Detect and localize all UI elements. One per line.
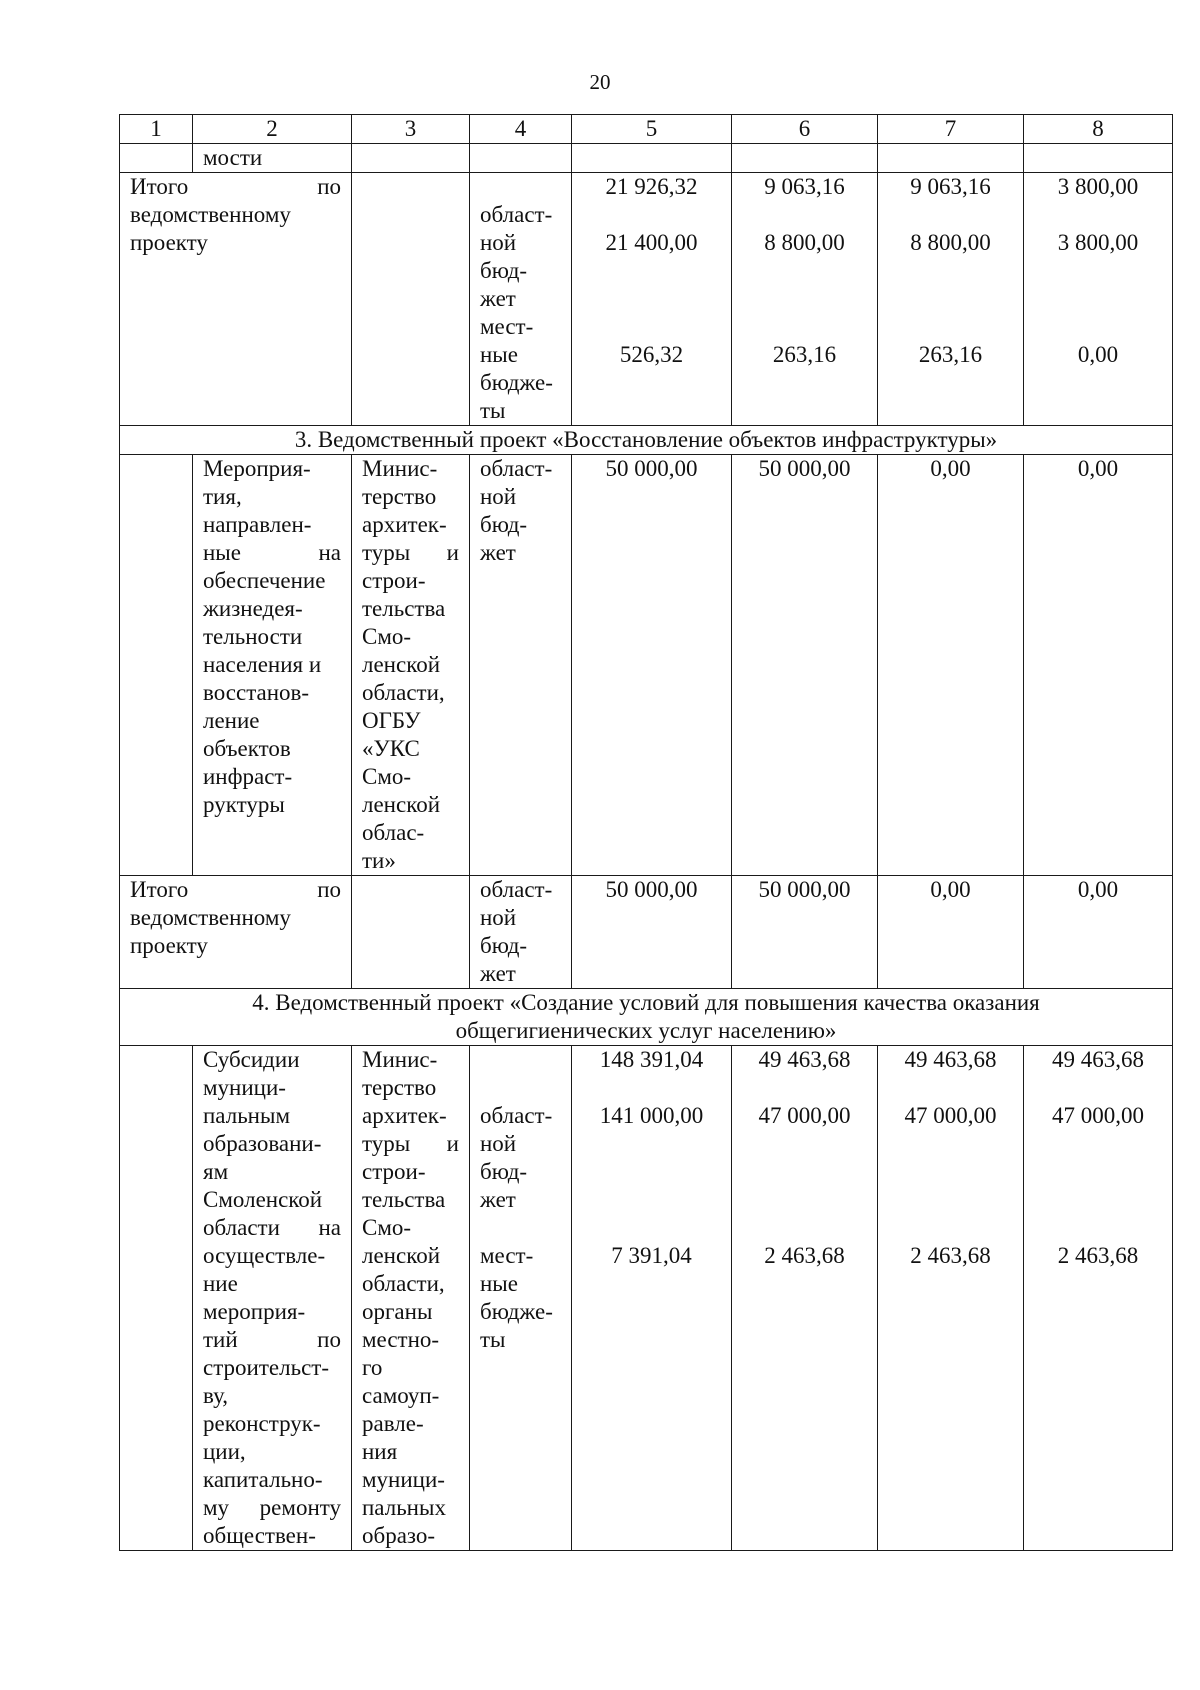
total-label: Итого по ведомственному проекту (120, 876, 352, 989)
measure-executor: Минис- терство архитек- туры и строи- тельства Смо- ленской области, ОГБУ «УКС Смо- ленской облас- ти» (352, 455, 470, 876)
section-4-title: 4. Ведомственный проект «Создание условий для повышения качества оказания общегигиенических услуг населению» (120, 989, 1173, 1046)
value-col-6: 9 063,16 8 800,00 263,16 (732, 173, 878, 426)
value-col-6: 50 000,00 (732, 455, 878, 876)
header-col-3: 3 (352, 115, 470, 144)
value-col-5: 148 391,04 141 000,00 7 391,04 (572, 1046, 732, 1551)
value-col-7: 49 463,68 47 000,00 2 463,68 (878, 1046, 1024, 1551)
continuation-row (120, 144, 1173, 173)
total-label: Итого по ведомственному проекту (120, 173, 352, 426)
value-col-5: 50 000,00 (572, 876, 732, 989)
section-4-measure-row (120, 1046, 1173, 1551)
measure-description: Субсидии муници- пальным образовани- ям Смоленской области на осуществле- ние мероприя- тий по строительст- ву, реконструк- ции, капитально- му ремонту обществен- (193, 1046, 352, 1551)
value-col-8: 0,00 (1024, 455, 1173, 876)
value-col-7: 9 063,16 8 800,00 263,16 (878, 173, 1024, 426)
budget-table (119, 114, 1173, 1551)
header-col-6: 6 (732, 115, 878, 144)
section-3-heading-row (120, 426, 1173, 455)
page-number: 20 (589, 70, 611, 94)
funding-source-cell: област- ной бюд- жет мест- ные бюдже- ты (470, 173, 572, 426)
header-col-8: 8 (1024, 115, 1173, 144)
header-row (120, 115, 1173, 144)
measure-executor: Минис- терство архитек- туры и строи- тельства Смо- ленской области, органы местно- го самоуп- равле- ния муници- пальных образо- (352, 1046, 470, 1551)
value-col-8: 0,00 (1024, 876, 1173, 989)
funding-source-cell: област- ной бюд- жет (470, 455, 572, 876)
value-col-5: 50 000,00 (572, 455, 732, 876)
header-col-5: 5 (572, 115, 732, 144)
total-row-project-3 (120, 876, 1173, 989)
value-col-8: 49 463,68 47 000,00 2 463,68 (1024, 1046, 1173, 1551)
header-col-4: 4 (470, 115, 572, 144)
section-3-measure-row (120, 455, 1173, 876)
header-col-1: 1 (120, 115, 193, 144)
header-col-2: 2 (193, 115, 352, 144)
value-col-8: 3 800,00 3 800,00 0,00 (1024, 173, 1173, 426)
value-col-5: 21 926,32 21 400,00 526,32 (572, 173, 732, 426)
section-3-title: 3. Ведомственный проект «Восстановление объектов инфраструктуры» (120, 426, 1173, 455)
value-col-6: 50 000,00 (732, 876, 878, 989)
funding-source-cell: област- ной бюд- жет (470, 876, 572, 989)
value-col-7: 0,00 (878, 876, 1024, 989)
total-row-project-2 (120, 173, 1173, 426)
header-col-7: 7 (878, 115, 1024, 144)
measure-description: Мероприя- тия, направлен- ные на обеспечение жизнедея- тельности населения и восстанов- ление объектов инфраст- руктуры (193, 455, 352, 876)
value-col-6: 49 463,68 47 000,00 2 463,68 (732, 1046, 878, 1551)
continuation-text: мости (193, 144, 352, 173)
value-col-7: 0,00 (878, 455, 1024, 876)
funding-source-cell: област- ной бюд- жет мест- ные бюдже- ты (470, 1046, 572, 1551)
section-4-heading-row (120, 989, 1173, 1046)
